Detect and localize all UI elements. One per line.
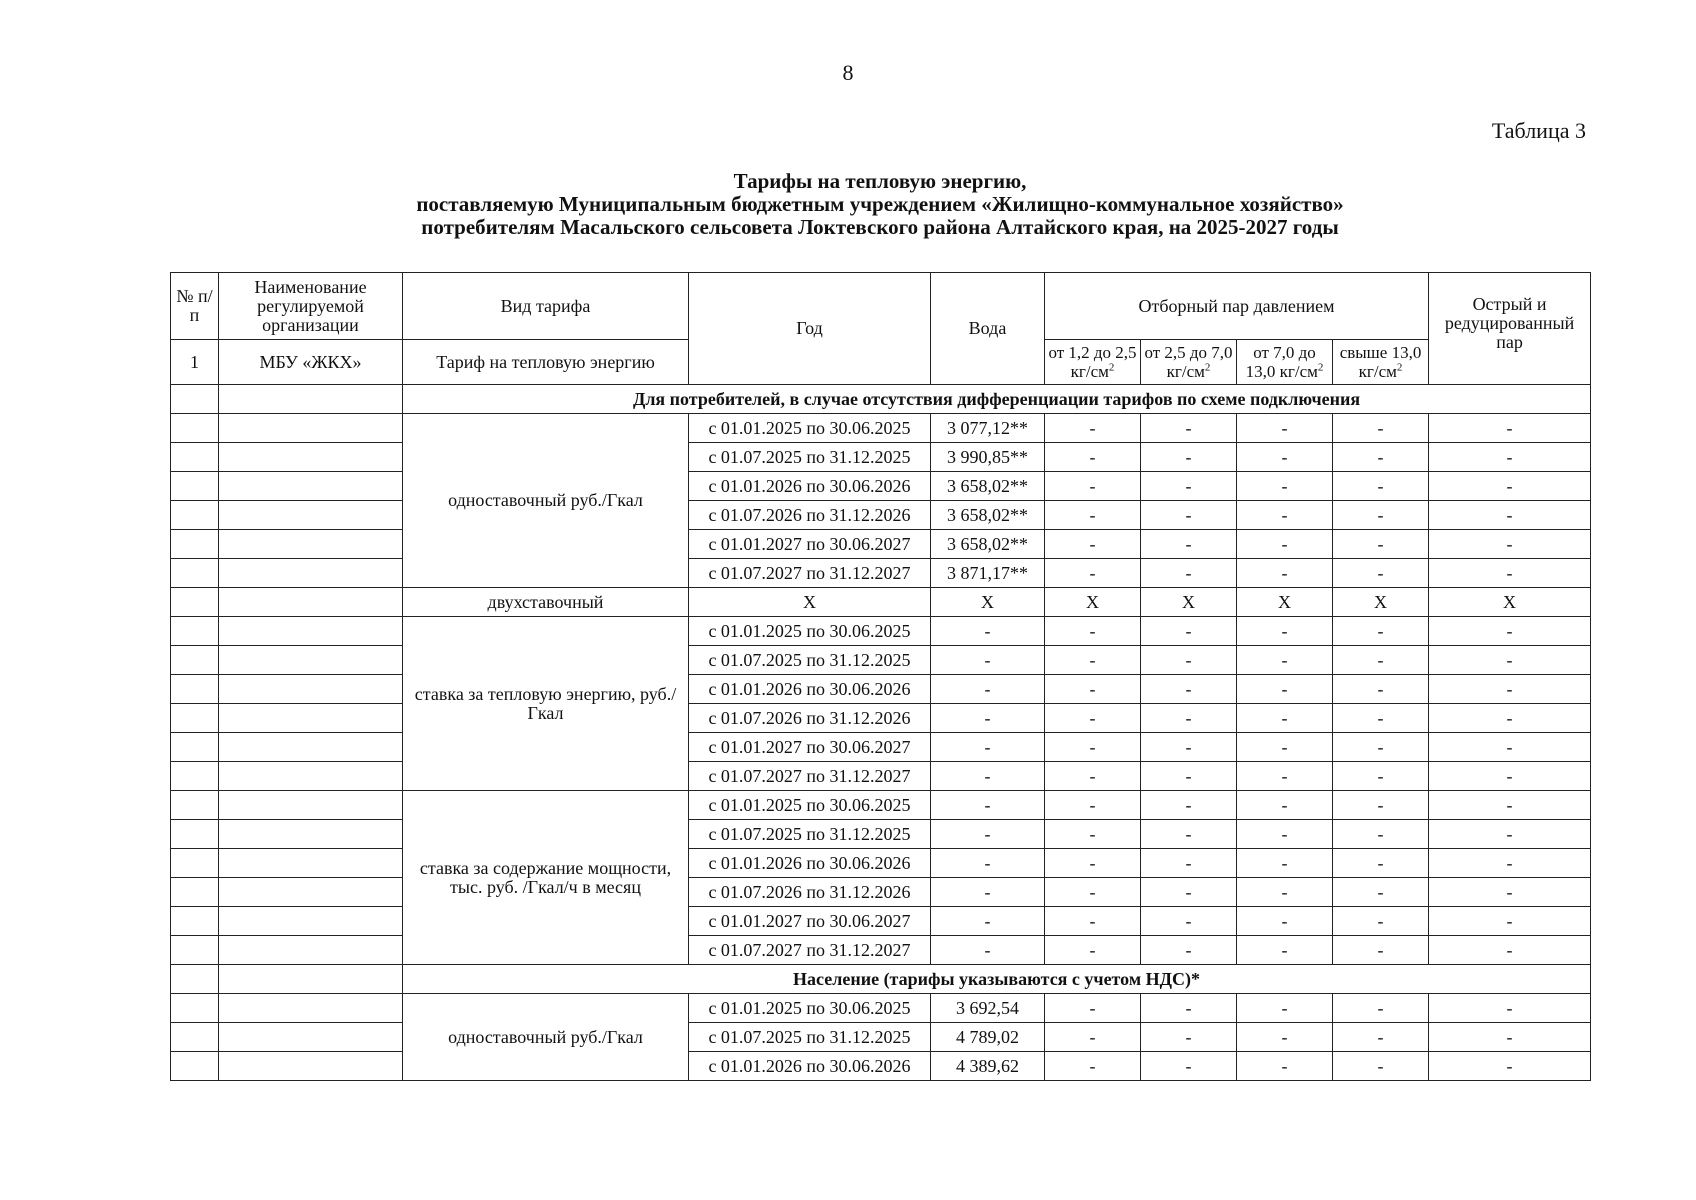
table-cell: X — [1429, 588, 1591, 617]
table-cell: - — [1045, 762, 1141, 791]
two-rate-row — [171, 588, 1591, 617]
table-row — [171, 443, 1591, 472]
table-cell: - — [1429, 472, 1591, 501]
table-cell — [171, 501, 219, 530]
table-cell: с 01.01.2025 по 30.06.2025 — [689, 791, 931, 820]
table-cell: - — [1333, 530, 1429, 559]
table-cell: - — [1045, 820, 1141, 849]
table-cell — [171, 588, 219, 617]
table-cell: с 01.01.2025 по 30.06.2025 — [689, 617, 931, 646]
table-cell — [219, 994, 403, 1023]
page-number: 8 — [842, 60, 854, 85]
table-cell: - — [1333, 994, 1429, 1023]
table-cell: - — [1141, 820, 1237, 849]
title-line: поставляемую Муниципальным бюджетным учреждением «Жилищно-коммунальное хозяйство» — [416, 192, 1344, 216]
table-cell: - — [1141, 849, 1237, 878]
table-cell: - — [1141, 1052, 1237, 1081]
table-row — [171, 472, 1591, 501]
table-cell — [171, 414, 219, 443]
table-cell: - — [1333, 762, 1429, 791]
table-cell: - — [1429, 414, 1591, 443]
table-cell: - — [1237, 733, 1333, 762]
table-cell: - — [931, 733, 1045, 762]
cell-text: свыше 13,0 кг/см — [1339, 343, 1422, 381]
table-cell: - — [1045, 414, 1141, 443]
table-cell — [219, 472, 403, 501]
cell-text: от 2,5 до 7,0 кг/см — [1144, 343, 1233, 381]
table-cell — [219, 936, 403, 965]
header-row — [171, 273, 1591, 340]
table-cell: - — [1429, 443, 1591, 472]
table-cell: - — [1141, 762, 1237, 791]
table-cell: с 01.01.2026 по 30.06.2026 — [689, 1052, 931, 1081]
table-cell: - — [1141, 907, 1237, 936]
table-cell: - — [1333, 1023, 1429, 1052]
table-cell: - — [931, 617, 1045, 646]
table-cell: с 01.07.2027 по 31.12.2027 — [689, 559, 931, 588]
table-cell: - — [1141, 704, 1237, 733]
table-cell: X — [1045, 588, 1141, 617]
table-row — [171, 878, 1591, 907]
table-cell: - — [1045, 675, 1141, 704]
table-cell: 3 658,02** — [931, 530, 1045, 559]
table-cell: с 01.07.2025 по 31.12.2025 — [689, 646, 931, 675]
table-cell: с 01.01.2027 по 30.06.2027 — [689, 733, 931, 762]
table-cell: - — [1429, 878, 1591, 907]
table-cell: - — [1429, 762, 1591, 791]
table-cell — [219, 820, 403, 849]
capacity-rate-label: ставка за содержание мощности, тыс. руб. /Гкал/ч в месяц — [403, 791, 689, 965]
table-cell: - — [1045, 646, 1141, 675]
table-cell: - — [931, 675, 1045, 704]
table-cell: - — [1045, 936, 1141, 965]
table-cell: - — [1429, 559, 1591, 588]
table-cell: - — [1045, 501, 1141, 530]
header-tariff-kind: Вид тарифа — [403, 273, 689, 340]
title-line: Тарифы на тепловую энергию, — [733, 169, 1027, 193]
table-cell: с 01.07.2025 по 31.12.2025 — [689, 1023, 931, 1052]
header-org: Наименование регулируемой организации — [219, 273, 403, 340]
table-cell: X — [931, 588, 1045, 617]
table-cell: - — [1429, 849, 1591, 878]
table-cell: - — [1045, 849, 1141, 878]
table-row — [171, 617, 1591, 646]
table-cell: - — [1045, 530, 1141, 559]
table-cell — [219, 907, 403, 936]
table-cell: - — [1237, 704, 1333, 733]
table-cell: - — [1429, 994, 1591, 1023]
table-cell — [171, 994, 219, 1023]
table-cell: - — [1333, 849, 1429, 878]
table-cell: - — [1141, 1023, 1237, 1052]
title-line: потребителям Масальского сельсовета Локтевского района Алтайского края, на 2025-2027 годы — [421, 215, 1339, 239]
table-cell: - — [1333, 414, 1429, 443]
tariff-table — [170, 272, 1591, 1081]
header-steam-col — [1141, 340, 1237, 385]
table-cell: - — [1141, 936, 1237, 965]
org-num: 1 — [171, 340, 219, 385]
table-cell: 3 658,02** — [931, 472, 1045, 501]
table-cell — [219, 791, 403, 820]
table-cell: - — [1429, 1023, 1591, 1052]
header-water: Вода — [931, 273, 1045, 385]
table-cell: X — [689, 588, 931, 617]
table-cell: - — [931, 878, 1045, 907]
cell-text: от 7,0 до 13,0 кг/см — [1245, 343, 1318, 381]
table-cell: - — [1333, 501, 1429, 530]
table-cell: - — [1141, 530, 1237, 559]
cell-text: от 1,2 до 2,5 кг/см — [1048, 343, 1137, 381]
header-steam-col — [1045, 340, 1141, 385]
table-cell: - — [1237, 414, 1333, 443]
table-cell: - — [1237, 878, 1333, 907]
table-cell — [219, 675, 403, 704]
table-cell: - — [1333, 907, 1429, 936]
table-row — [171, 559, 1591, 588]
table-cell — [219, 733, 403, 762]
table-cell: - — [931, 820, 1045, 849]
table-cell: - — [1237, 559, 1333, 588]
table-cell: - — [1045, 733, 1141, 762]
table-cell — [219, 385, 403, 414]
unit-superscript: 2 — [1204, 361, 1211, 374]
table-row — [171, 733, 1591, 762]
table-cell: - — [1141, 675, 1237, 704]
table-cell — [171, 617, 219, 646]
table-cell — [219, 1023, 403, 1052]
table-cell: - — [931, 646, 1045, 675]
table-cell — [171, 530, 219, 559]
table-cell: - — [1237, 617, 1333, 646]
table-cell: с 01.01.2027 по 30.06.2027 — [689, 530, 931, 559]
table-cell: - — [1141, 617, 1237, 646]
table-cell: - — [1237, 849, 1333, 878]
table-cell: - — [1333, 559, 1429, 588]
table-cell: 3 077,12** — [931, 414, 1045, 443]
unit-superscript: 2 — [1108, 361, 1115, 374]
table-cell: - — [1045, 704, 1141, 733]
table-cell: с 01.07.2027 по 31.12.2027 — [689, 762, 931, 791]
table-cell: - — [1045, 559, 1141, 588]
table-cell: - — [1333, 617, 1429, 646]
table-cell: - — [1429, 675, 1591, 704]
org-tariff: Тариф на тепловую энергию — [403, 340, 689, 385]
table-cell: с 01.07.2025 по 31.12.2025 — [689, 820, 931, 849]
table-cell — [171, 762, 219, 791]
header-num: № п/п — [171, 273, 219, 340]
table-cell: - — [1141, 443, 1237, 472]
org-name: МБУ «ЖКХ» — [219, 340, 403, 385]
table-cell: - — [1237, 936, 1333, 965]
energy-rate-label: ставка за тепловую энергию, руб./Гкал — [403, 617, 689, 791]
unit-superscript: 2 — [1317, 361, 1324, 374]
table-cell: - — [1429, 646, 1591, 675]
table-cell: - — [931, 704, 1045, 733]
table-cell: - — [1141, 414, 1237, 443]
header-sharp-steam: Острый и редуцированный пар — [1429, 273, 1591, 385]
table-row — [171, 849, 1591, 878]
table-cell: - — [1237, 791, 1333, 820]
table-row — [171, 530, 1591, 559]
table-cell: X — [1333, 588, 1429, 617]
table-cell: - — [1141, 646, 1237, 675]
table-cell: - — [1333, 791, 1429, 820]
table-cell: - — [1141, 733, 1237, 762]
table-cell: - — [1045, 994, 1141, 1023]
table-cell — [171, 849, 219, 878]
table-cell: - — [931, 791, 1045, 820]
table-cell: - — [931, 849, 1045, 878]
table-cell: - — [1141, 994, 1237, 1023]
table-cell: с 01.07.2026 по 31.12.2026 — [689, 501, 931, 530]
unit-superscript: 2 — [1396, 361, 1403, 374]
table-cell — [219, 588, 403, 617]
table-cell: - — [1429, 501, 1591, 530]
table-cell: X — [1237, 588, 1333, 617]
table-cell — [171, 646, 219, 675]
table-cell: - — [1333, 646, 1429, 675]
table-cell: - — [1429, 936, 1591, 965]
table-cell: - — [1141, 559, 1237, 588]
table-cell: - — [1429, 733, 1591, 762]
table-row — [171, 1023, 1591, 1052]
table-cell — [219, 878, 403, 907]
table-cell — [171, 820, 219, 849]
table-cell: с 01.01.2025 по 30.06.2025 — [689, 414, 931, 443]
table-cell — [219, 1052, 403, 1081]
table-cell — [171, 704, 219, 733]
table-cell: - — [1429, 530, 1591, 559]
table-cell: - — [1045, 1023, 1141, 1052]
table-cell: 3 990,85** — [931, 443, 1045, 472]
table-cell: 3 692,54 — [931, 994, 1045, 1023]
table-cell: с 01.07.2026 по 31.12.2026 — [689, 878, 931, 907]
table-cell: - — [1333, 675, 1429, 704]
table-cell — [171, 907, 219, 936]
population-one-rate-label: одноставочный руб./Гкал — [403, 994, 689, 1081]
table-cell — [219, 704, 403, 733]
header-steam-col — [1237, 340, 1333, 385]
table-cell: - — [1237, 646, 1333, 675]
table-row — [171, 907, 1591, 936]
table-cell: - — [1045, 472, 1141, 501]
table-cell: - — [1237, 820, 1333, 849]
table-cell: с 01.01.2026 по 30.06.2026 — [689, 849, 931, 878]
table-cell: 4 789,02 — [931, 1023, 1045, 1052]
table-cell: - — [1237, 994, 1333, 1023]
table-cell — [171, 443, 219, 472]
table-row — [171, 704, 1591, 733]
table-cell: 4 389,62 — [931, 1052, 1045, 1081]
table-cell: с 01.01.2025 по 30.06.2025 — [689, 994, 931, 1023]
table-cell: - — [1237, 762, 1333, 791]
table-cell: - — [1333, 704, 1429, 733]
table-cell: с 01.07.2027 по 31.12.2027 — [689, 936, 931, 965]
table-cell: - — [931, 936, 1045, 965]
table-caption: Таблица 3 — [1491, 118, 1586, 143]
table-cell: - — [1333, 472, 1429, 501]
table-cell — [219, 849, 403, 878]
table-cell: - — [1045, 791, 1141, 820]
table-cell: X — [1141, 588, 1237, 617]
table-cell: - — [931, 762, 1045, 791]
table-cell: 3 658,02** — [931, 501, 1045, 530]
table-cell: - — [1045, 878, 1141, 907]
section-row — [171, 385, 1591, 414]
table-row — [171, 501, 1591, 530]
table-cell: - — [1141, 791, 1237, 820]
table-cell: - — [1429, 704, 1591, 733]
table-row — [171, 791, 1591, 820]
table-cell — [219, 646, 403, 675]
table-cell — [219, 443, 403, 472]
table-cell: - — [1237, 501, 1333, 530]
table-row — [171, 762, 1591, 791]
table-row — [171, 1052, 1591, 1081]
table-cell — [171, 385, 219, 414]
document-title — [170, 170, 1590, 239]
table-cell — [171, 733, 219, 762]
table-cell — [171, 675, 219, 704]
table-row — [171, 646, 1591, 675]
table-row — [171, 675, 1591, 704]
table-cell — [171, 965, 219, 994]
table-cell: 3 871,17** — [931, 559, 1045, 588]
table-cell: - — [1045, 1052, 1141, 1081]
table-cell: - — [1237, 1023, 1333, 1052]
table-cell: - — [1045, 443, 1141, 472]
section-title-population: Население (тарифы указываются с учетом НДС)* — [403, 965, 1591, 994]
table-cell — [171, 878, 219, 907]
table-cell — [171, 791, 219, 820]
table-row — [171, 414, 1591, 443]
table-cell — [171, 1023, 219, 1052]
table-cell: - — [1237, 907, 1333, 936]
table-cell — [219, 501, 403, 530]
table-cell: - — [1429, 1052, 1591, 1081]
table-cell: - — [1045, 617, 1141, 646]
table-cell — [171, 472, 219, 501]
table-cell: с 01.01.2026 по 30.06.2026 — [689, 472, 931, 501]
table-cell: с 01.01.2026 по 30.06.2026 — [689, 675, 931, 704]
table-cell — [171, 1052, 219, 1081]
table-row — [171, 820, 1591, 849]
table-row — [171, 936, 1591, 965]
table-cell — [171, 559, 219, 588]
table-cell: - — [1333, 936, 1429, 965]
table-cell — [219, 617, 403, 646]
two-rate-label: двухставочный — [403, 588, 689, 617]
table-cell: - — [1237, 443, 1333, 472]
table-cell: - — [1429, 820, 1591, 849]
table-row — [171, 994, 1591, 1023]
table-cell: с 01.01.2027 по 30.06.2027 — [689, 907, 931, 936]
header-steam-col — [1333, 340, 1429, 385]
table-cell: - — [1333, 1052, 1429, 1081]
table-cell: - — [1237, 530, 1333, 559]
table-cell: с 01.07.2026 по 31.12.2026 — [689, 704, 931, 733]
table-cell: - — [931, 907, 1045, 936]
table-cell: - — [1141, 501, 1237, 530]
table-cell: - — [1333, 878, 1429, 907]
header-year: Год — [689, 273, 931, 385]
section-row — [171, 965, 1591, 994]
one-rate-label: одноставочный руб./Гкал — [403, 414, 689, 588]
table-cell: - — [1141, 472, 1237, 501]
table-cell: - — [1237, 472, 1333, 501]
table-cell: - — [1237, 1052, 1333, 1081]
table-cell: - — [1429, 617, 1591, 646]
table-cell: - — [1429, 791, 1591, 820]
section-title-consumers: Для потребителей, в случае отсутствия дифференциации тарифов по схеме подключения — [403, 385, 1591, 414]
table-cell: - — [1237, 675, 1333, 704]
table-cell: - — [1429, 907, 1591, 936]
table-cell: с 01.07.2025 по 31.12.2025 — [689, 443, 931, 472]
table-cell — [219, 559, 403, 588]
table-cell — [219, 414, 403, 443]
table-cell — [219, 530, 403, 559]
table-cell — [219, 762, 403, 791]
table-cell — [219, 965, 403, 994]
header-steam: Отборный пар давлением — [1045, 273, 1429, 340]
table-cell: - — [1333, 443, 1429, 472]
table-cell — [171, 936, 219, 965]
table-cell: - — [1045, 907, 1141, 936]
table-cell: - — [1141, 878, 1237, 907]
table-cell: - — [1333, 820, 1429, 849]
table-cell: - — [1333, 733, 1429, 762]
